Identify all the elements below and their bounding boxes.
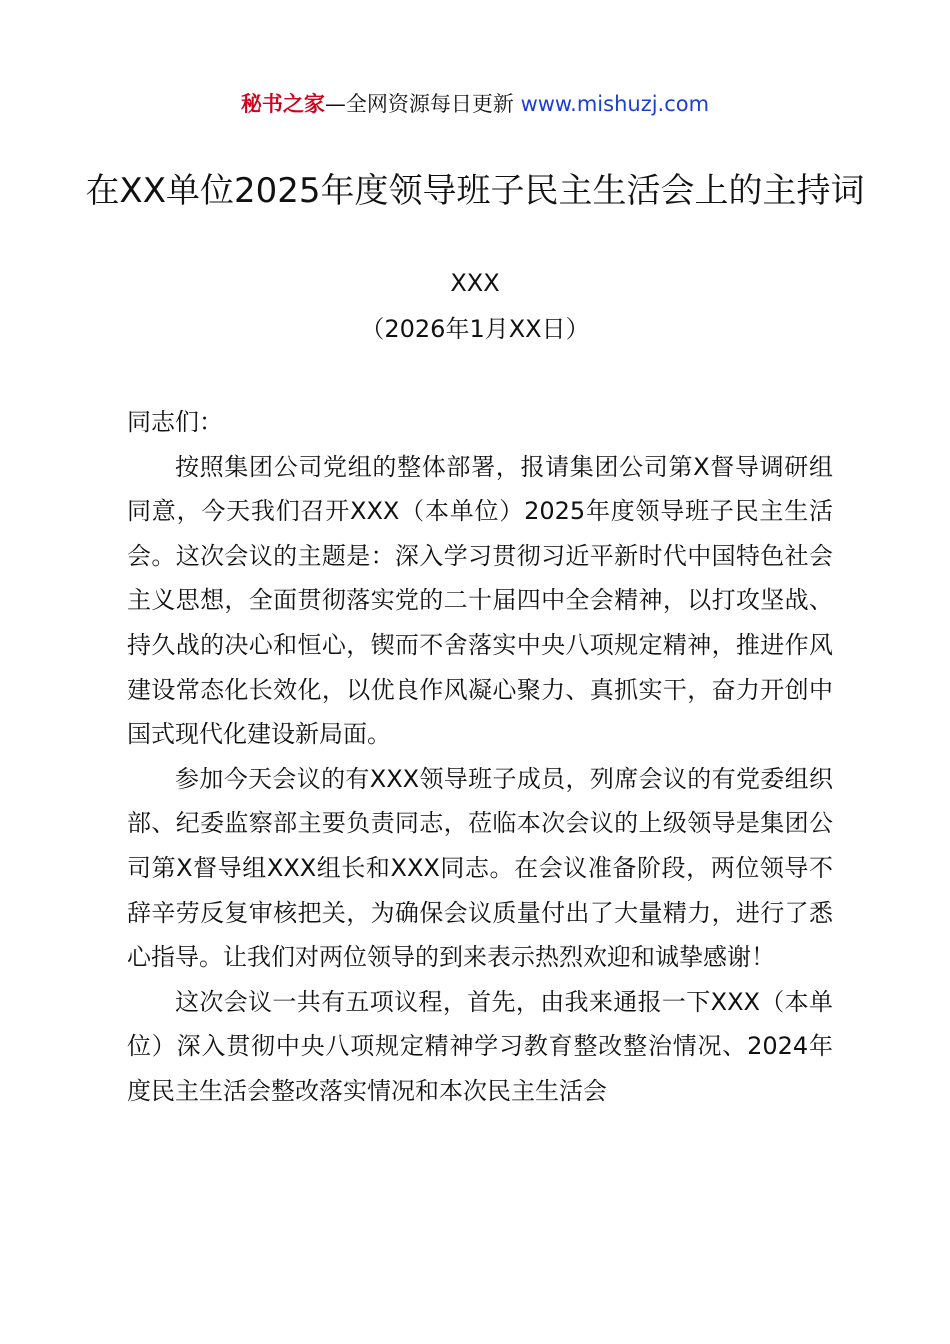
paragraph: 参加今天会议的有XXX领导班子成员，列席会议的有党委组织部、纪委监察部主要负责同志，莅临本次会议的上级领导是集团公司第X督导组XXX组长和XXX同志。在会议准备阶段，两位领导不辞辛劳反复审核把关，为确保会议质量付出了大量精力，进行了悉心指导。让我们对两位领导的到来表示热烈欢迎和诚挚感谢！ <box>127 764 833 972</box>
salutation: 同志们： <box>127 408 223 436</box>
document-date: （2026年1月XX日） <box>360 315 590 343</box>
paragraph: 这次会议一共有五项议程，首先，由我来通报一下XXX（本单位）深入贯彻中央八项规定精神学习教育整改整治情况、2024年度民主生活会整改落实情况和本次民主生活会 <box>127 987 833 1105</box>
site-header <box>0 88 950 120</box>
document-title: 在XX单位2025年度领导班子民主生活会上的主持词 <box>85 171 865 211</box>
document-author: XXX <box>450 269 500 297</box>
document-body <box>127 400 833 1114</box>
paragraph: 按照集团公司党组的整体部署，报请集团公司第X督导调研组同意，今天我们召开XXX（本单位）2025年度领导班子民主生活会。这次会议的主题是：深入学习贯彻习近平新时代中国特色社会主义思想，全面贯彻落实党的二十届四中全会精神，以打攻坚战、持久战的决心和恒心，锲而不舍落实中央八项规定精神，推进作风建设常态化长效化，以优良作风凝心聚力、真抓实干，奋力开创中国式现代化建设新局面。 <box>127 452 833 749</box>
header-tagline: —全网资源每日更新 <box>324 92 514 116</box>
brand-name: 秘书之家 <box>240 92 325 116</box>
site-url-link[interactable]: www.mishuzj.com <box>520 92 710 116</box>
